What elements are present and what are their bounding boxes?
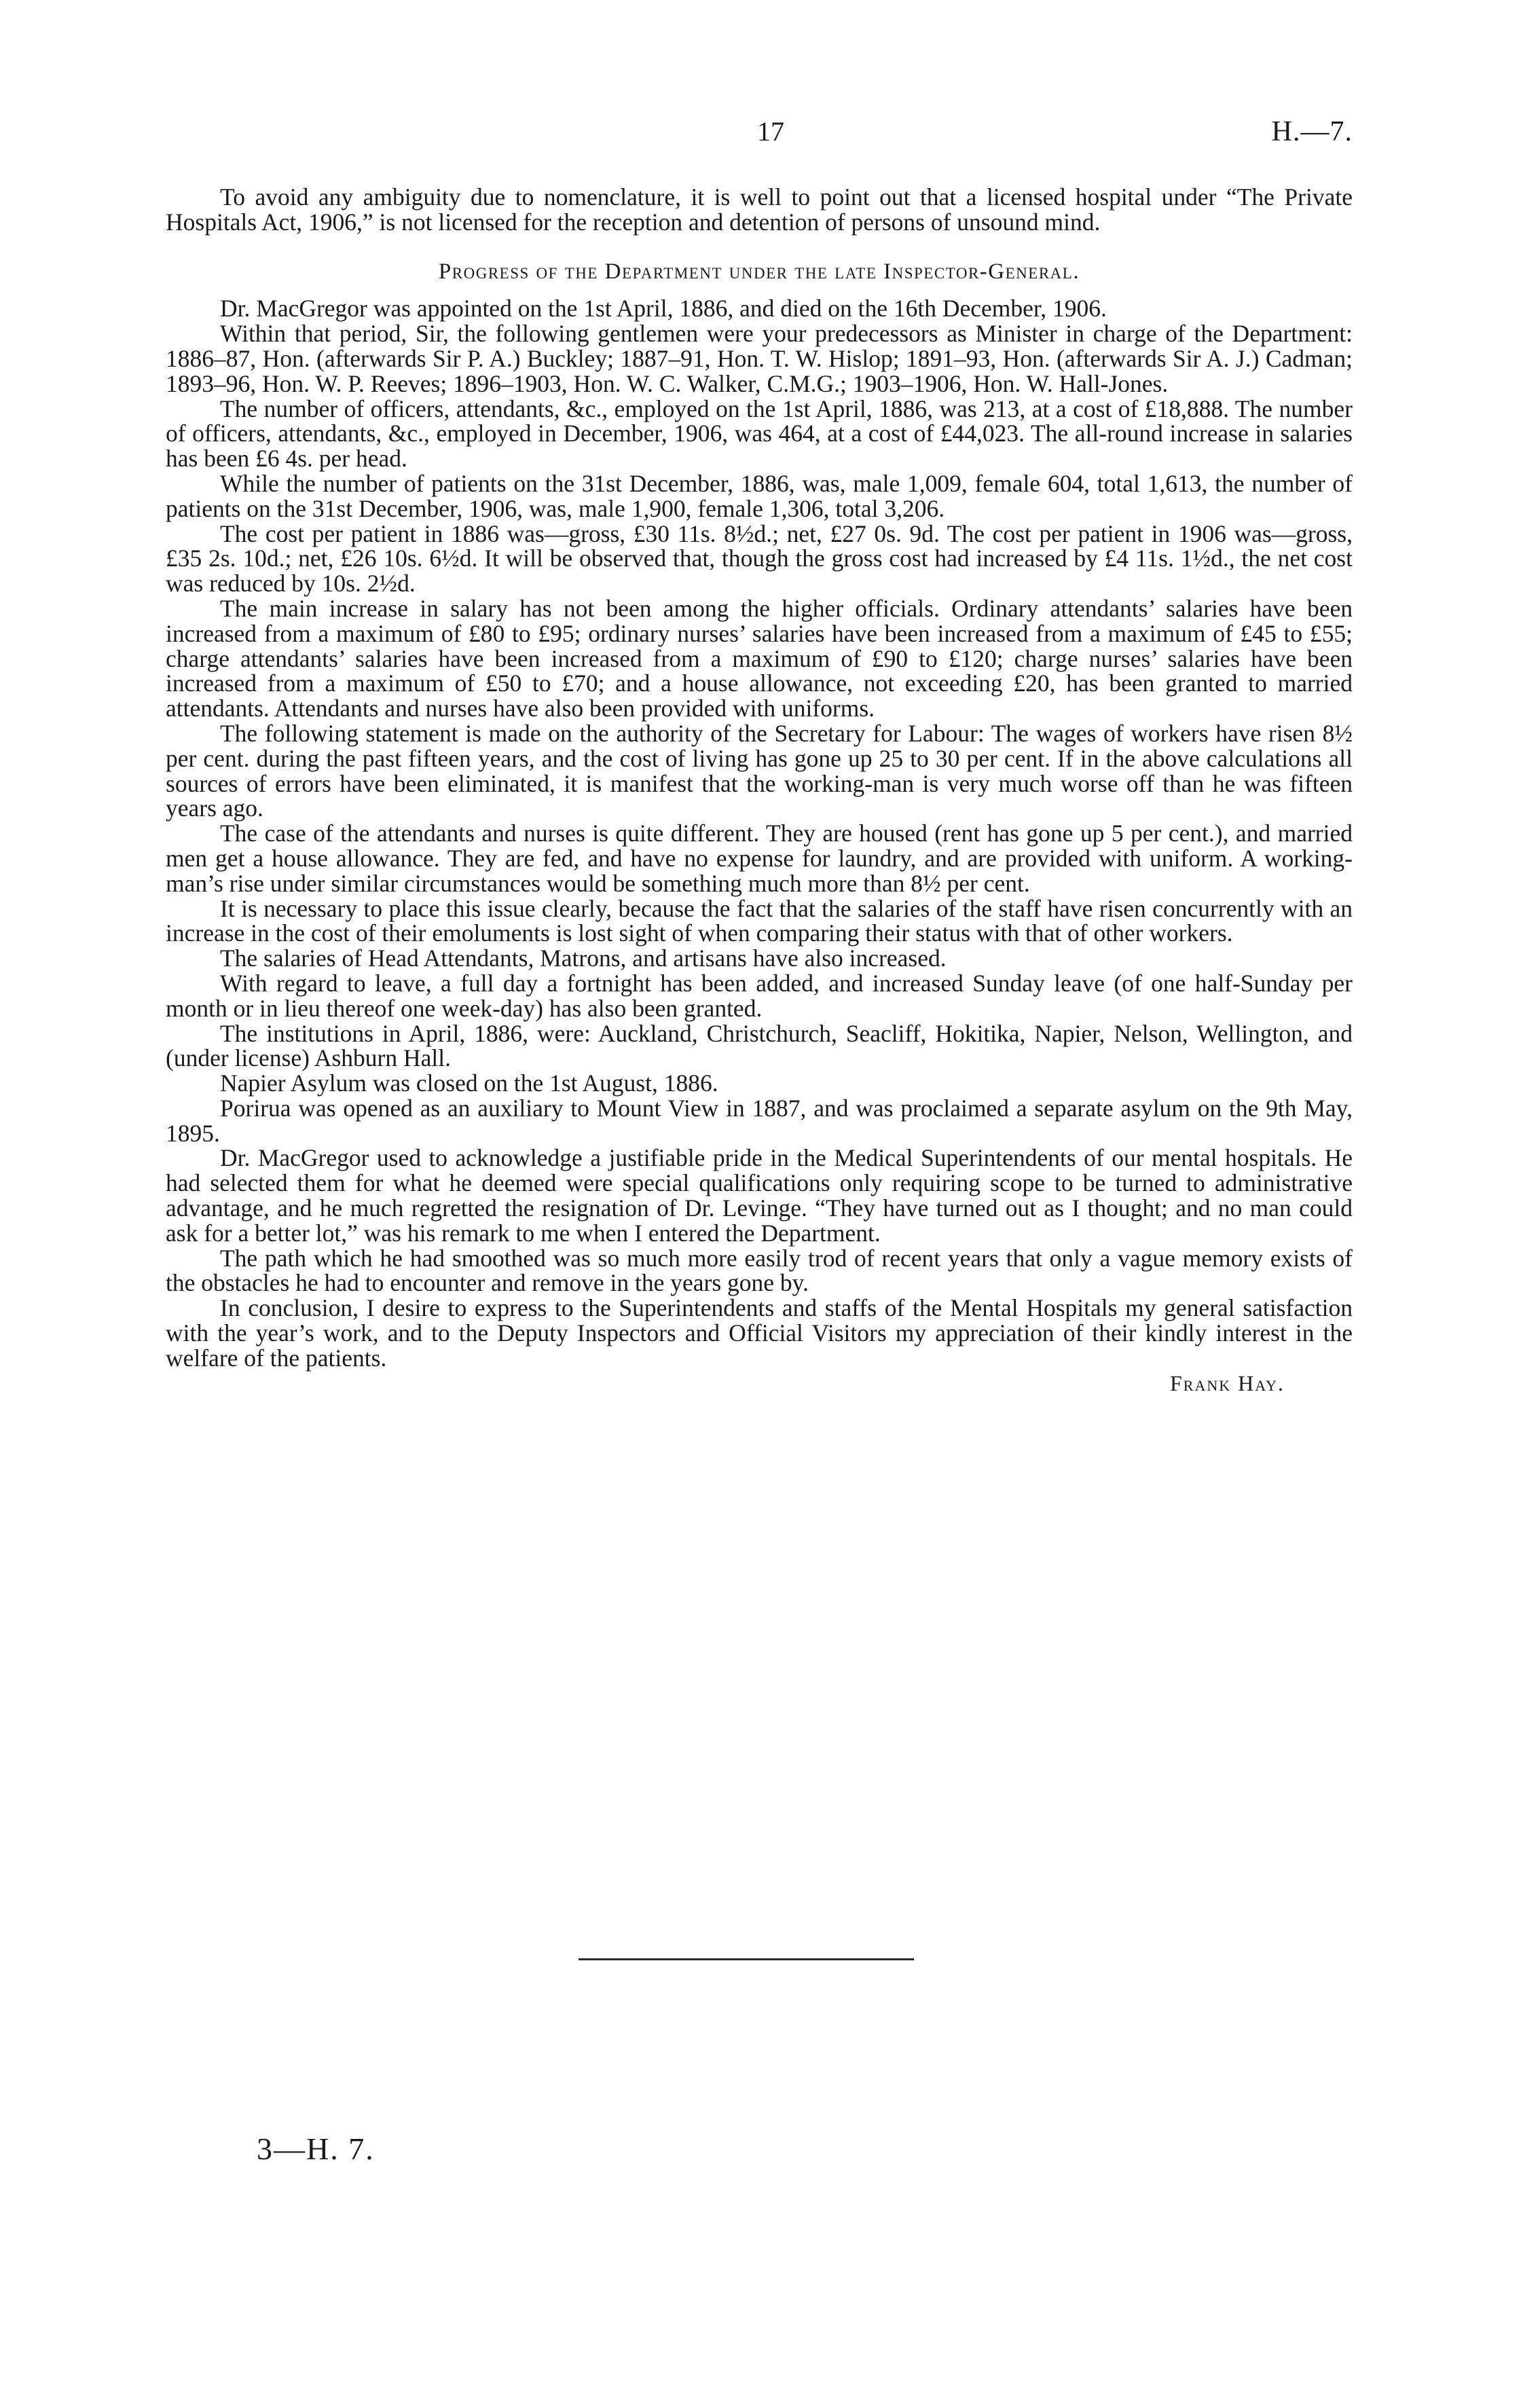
paragraph: The main increase in salary has not been among the higher officials. Ordinary attendants’ salaries have been increased from a maximum of £80 to £95; ordinary nurses’ salaries have been increased from a maximum of £45 to £55; charge attendants’ salaries have been increased from a maximum of £90 to £120; charge nurses’ salaries have been increased from a maximum of £50 to £70; and a house allowance, not exceeding £20, has been granted to married attendants. Attendants and nurses have also been provided with uniforms. [166, 594, 1353, 722]
paragraph: It is necessary to place this issue clearly, because the fact that the salaries of the staff have risen concurrently with an increase in the cost of their emoluments is lost sight of when comparing their status with that of other workers. [166, 894, 1353, 947]
paragraph: Napier Asylum was closed on the 1st August, 1886. [220, 1069, 718, 1097]
paragraph: The following statement is made on the authority of the Secretary for Labour: The wages of workers have risen 8½ per cent. during the past fifteen years, and the cost of living has gone up 25 to 30 per cent. If in the above calculations all sources of errors have been eliminated, it is manifest that the working-man is very much worse off than he was fifteen years ago. [166, 719, 1353, 822]
paragraph: The path which he had smoothed was so much more easily trod of recent years that only a vague memory exists of the obstacles he had to encounter and remove in the years gone by. [166, 1244, 1353, 1297]
page-number: 17 [757, 116, 784, 147]
intro-paragraph: To avoid any ambiguity due to nomenclature, it is well to point out that a licensed hospital under “The Private Hospitals Act, 1906,” is not licensed for the reception and detention of persons of unsound mind. [166, 183, 1353, 236]
paragraph: In conclusion, I desire to express to the Superintendents and staffs of the Mental Hospitals my general satisfaction with the year’s work, and to the Deputy Inspectors and Official Visitors my appreciation of their kindly interest in the welfare of the patients. [166, 1294, 1353, 1372]
paragraph: The salaries of Head Attendants, Matrons, and artisans have also increased. [220, 945, 947, 972]
paragraph: The cost per patient in 1886 was—gross, £30 11s. 8½d.; net, £27 0s. 9d. The cost per patient in 1906 was—gross, £35 2s. 10d.; net, £26 10s. 6½d. It will be observed that, though the gross cost had increased by £4 11s. 1½d., the net cost was reduced by 10s. 2½d. [166, 519, 1353, 598]
paragraph: The number of officers, attendants, &c., employed on the 1st April, 1886, was 213, at a cost of £18,888. The number of officers, attendants, &c., employed in December, 1906, was 464, at a cost of £44,023. The all-round increase in salaries has been £6 4s. per head. [166, 395, 1353, 473]
paragraph: Within that period, Sir, the following gentlemen were your predecessors as Minister in charge of the Department: 1886–87, Hon. (afterwards Sir P. A.) Buckley; 1887–91, Hon. T. W. Hislop; 1891–93, Hon. (afterwards Sir A. J.) Cadman; 1893–96, Hon. W. P. Reeves; 1896–1903, Hon. W. C. Walker, C.M.G.; 1903–1906, Hon. W. Hall-Jones. [166, 320, 1353, 397]
closing-rule [579, 1958, 914, 1960]
paragraph: Dr. MacGregor used to acknowledge a justifiable pride in the Medical Superintendents of our mental hospitals. He had selected them for what he deemed were special qualifications only requiring scope to be turned to administrative advantage, and he much regretted the resignation of Dr. Levinge. “They have turned out as I thought; and no man could ask for a better lot,” was his remark to me when I entered the Department. [166, 1144, 1353, 1247]
paragraph: While the number of patients on the 31st December, 1886, was, male 1,009, female 604, total 1,613, the number of patients on the 31st December, 1906, was, male 1,900, female 1,306, total 3,206. [166, 469, 1353, 522]
paragraph: Dr. MacGregor was appointed on the 1st April, 1886, and died on the 16th December, 1906. [220, 295, 1107, 323]
section-heading: Progress of the Department under the late Inspector-General. [438, 259, 1080, 284]
signature: Frank Hay. [1170, 1370, 1285, 1395]
document-code: H.—7. [1271, 116, 1353, 147]
paragraph: With regard to leave, a full day a fortnight has been added, and increased Sunday leave (of one half-Sunday per month or in lieu thereof one week-day) has also been granted. [166, 969, 1353, 1022]
paragraph: The case of the attendants and nurses is quite different. They are housed (rent has gone up 5 per cent.), and married men get a house allowance. They are fed, and have no expense for laundry, and are provided with uniform. A working-man’s rise under similar circumstances would be something much more than 8½ per cent. [166, 820, 1353, 897]
paragraph: Porirua was opened as an auxiliary to Mount View in 1887, and was proclaimed a separate asylum on the 9th May, 1895. [166, 1094, 1353, 1147]
document-body [166, 185, 1353, 1395]
sheet-number: 3—H. 7. [257, 2131, 375, 2166]
paragraph: The institutions in April, 1886, were: Auckland, Christchurch, Seacliff, Hokitika, Napier, Nelson, Wellington, and (under license) Ashburn Hall. [166, 1019, 1353, 1072]
